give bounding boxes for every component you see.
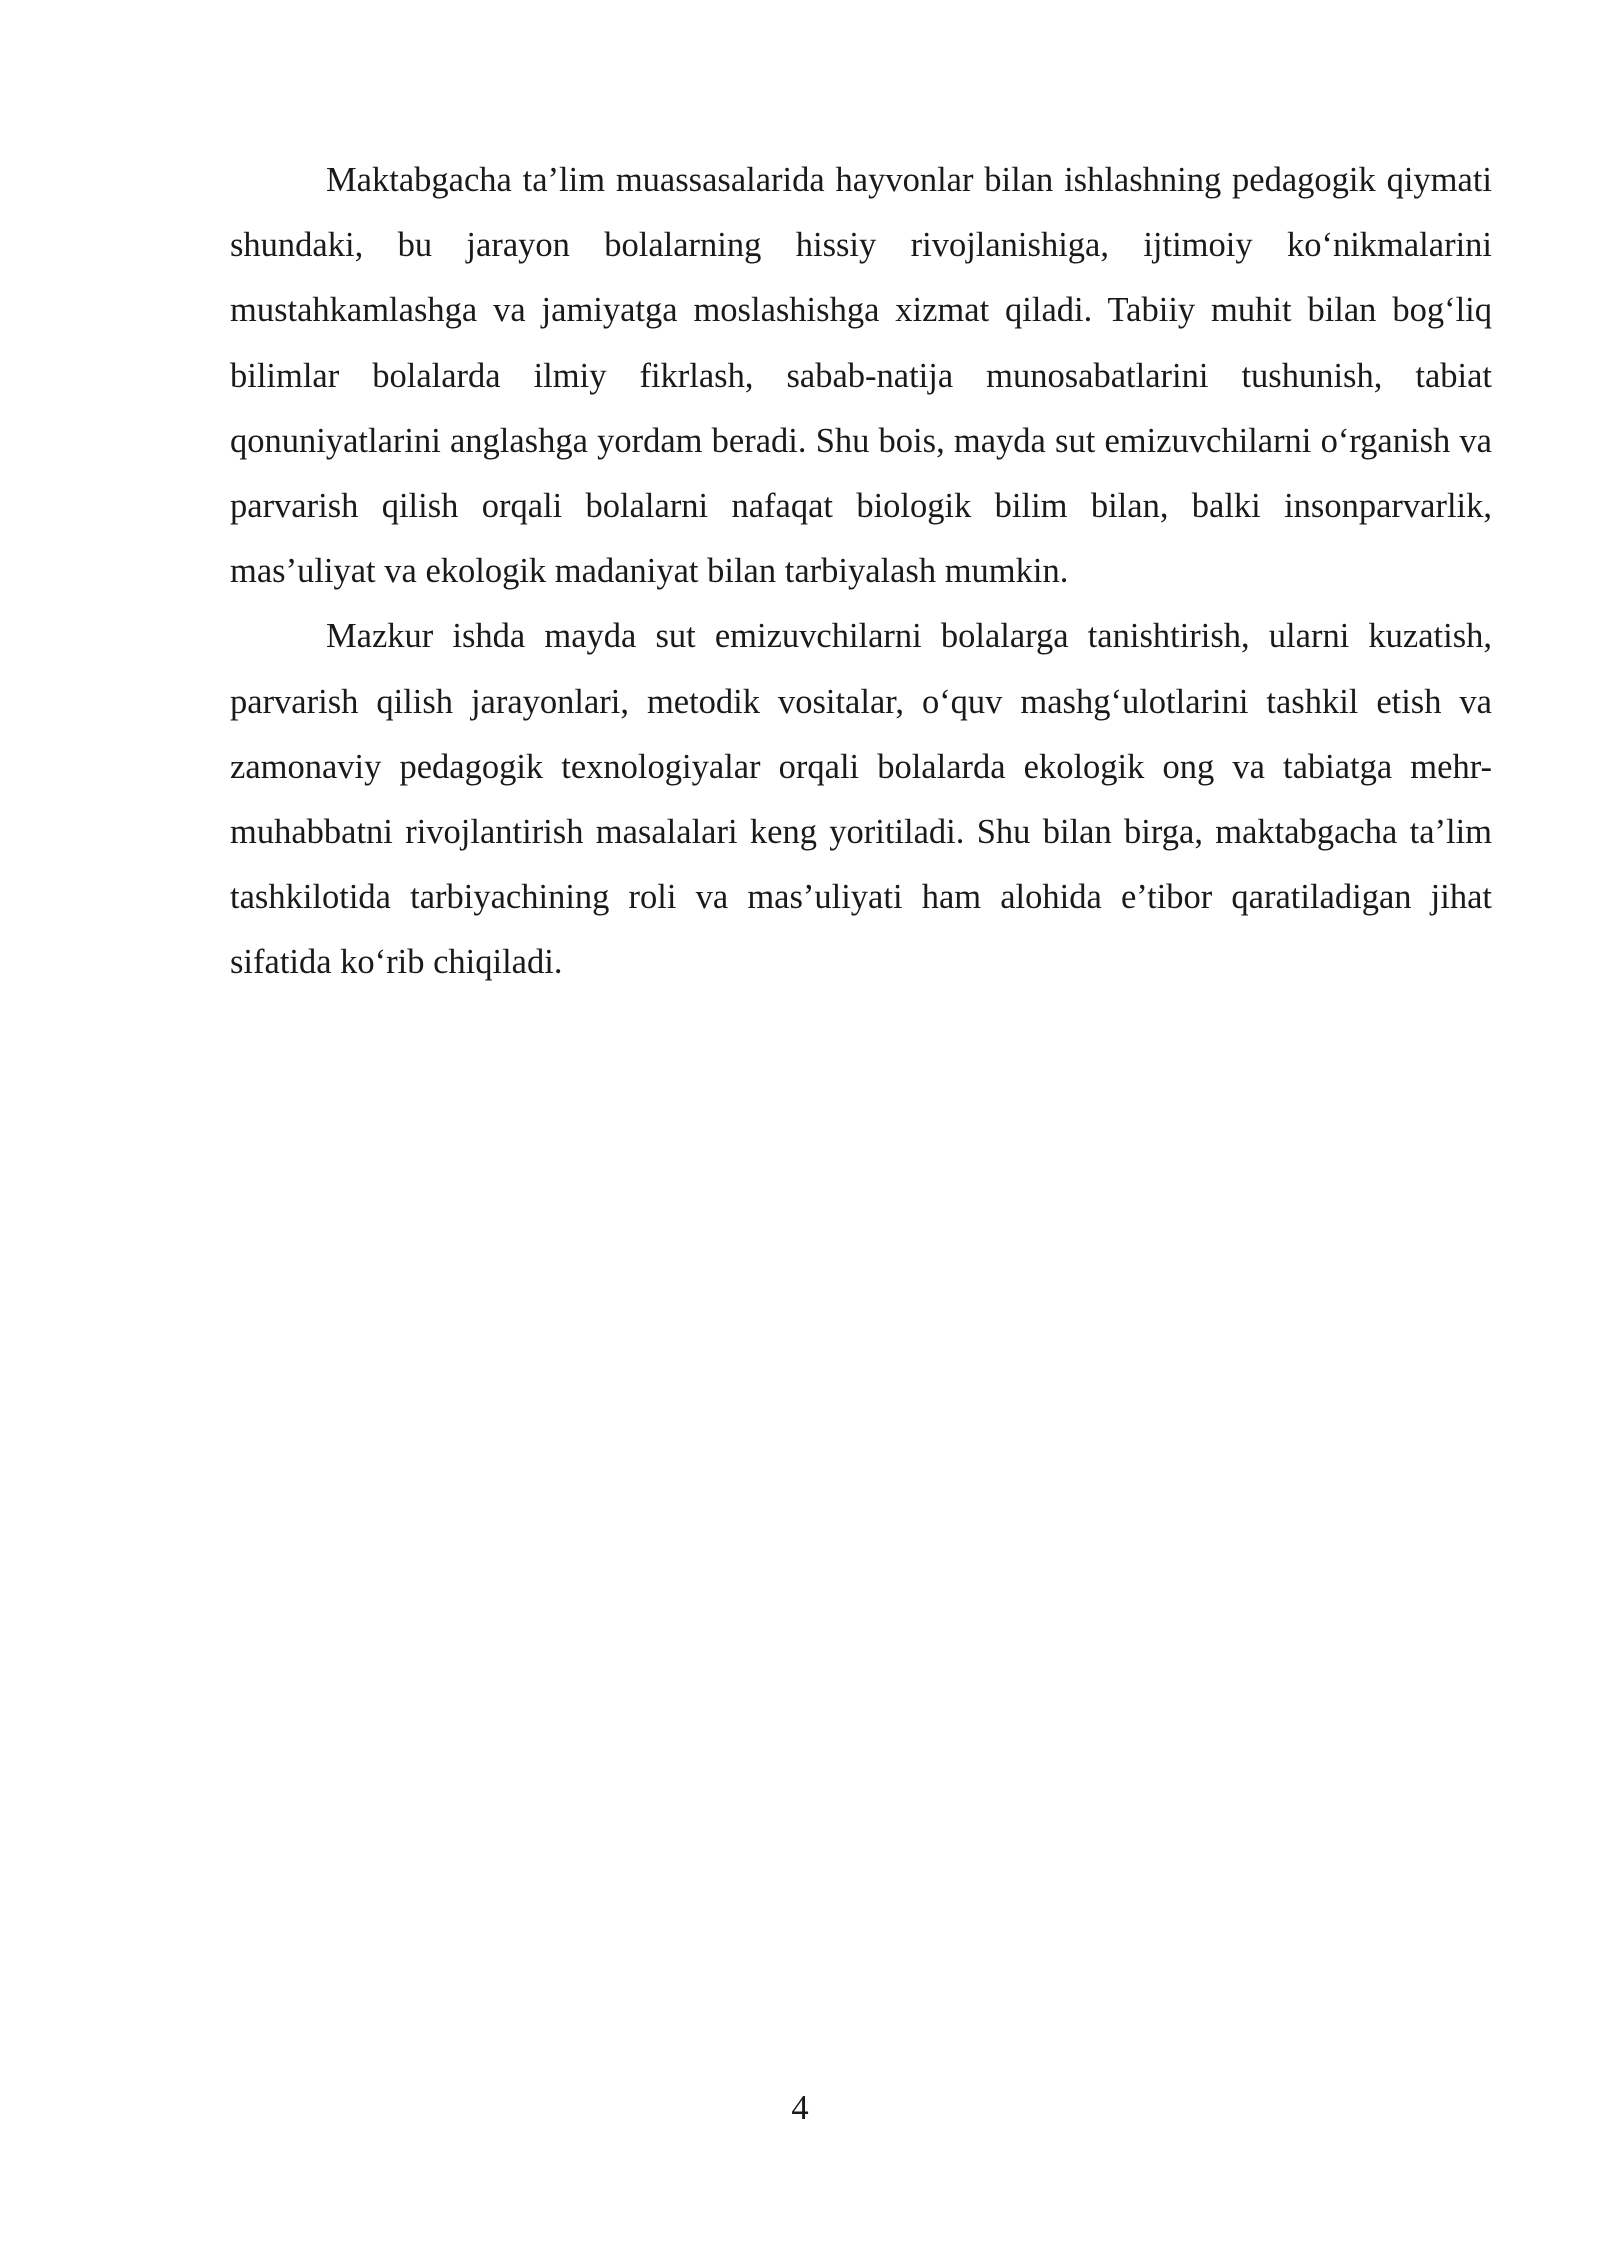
body-text — [230, 148, 1492, 996]
paragraph-1: Maktabgacha ta’lim muassasalarida hayvonlar bilan ishlashning pedagogik qiymati shundaki, bu jarayon bolalarning hissiy rivojlanishiga, ijtimoiy ko‘nikmalarini mustahkamlashga va jamiyatga moslashishga xizmat qiladi. Tabiiy muhit bilan bog‘liq bilimlar bolalarda ilmiy fikrlash, sabab-natija munosabatlarini tushunish, tabiat qonuniyatlarini anglashga yordam beradi. Shu bois, mayda sut emizuvchilarni o‘rganish va parvarish qilish orqali bolalarni nafaqat biologik bilim bilan, balki insonparvarlik, mas’uliyat va ekologik madaniyat bilan tarbiyalash mumkin. — [230, 161, 1492, 591]
paragraph-2: Mazkur ishda mayda sut emizuvchilarni bolalarga tanishtirish, ularni kuzatish, parvarish qilish jarayonlari, metodik vositalar, o‘quv mashg‘ulotlarini tashkil etish va zamonaviy pedagogik texnologiyalar orqali bolalarda ekologik ong va tabiatga mehr-muhabbatni rivojlantirish masalalari keng yoritiladi. Shu bilan birga, maktabgacha ta’lim tashkilotida tarbiyachining roli va mas’uliyati ham alohida e’tibor qaratiladigan jihat sifatida ko‘rib chiqiladi. — [230, 617, 1492, 982]
page-number: 4 — [791, 2089, 809, 2127]
